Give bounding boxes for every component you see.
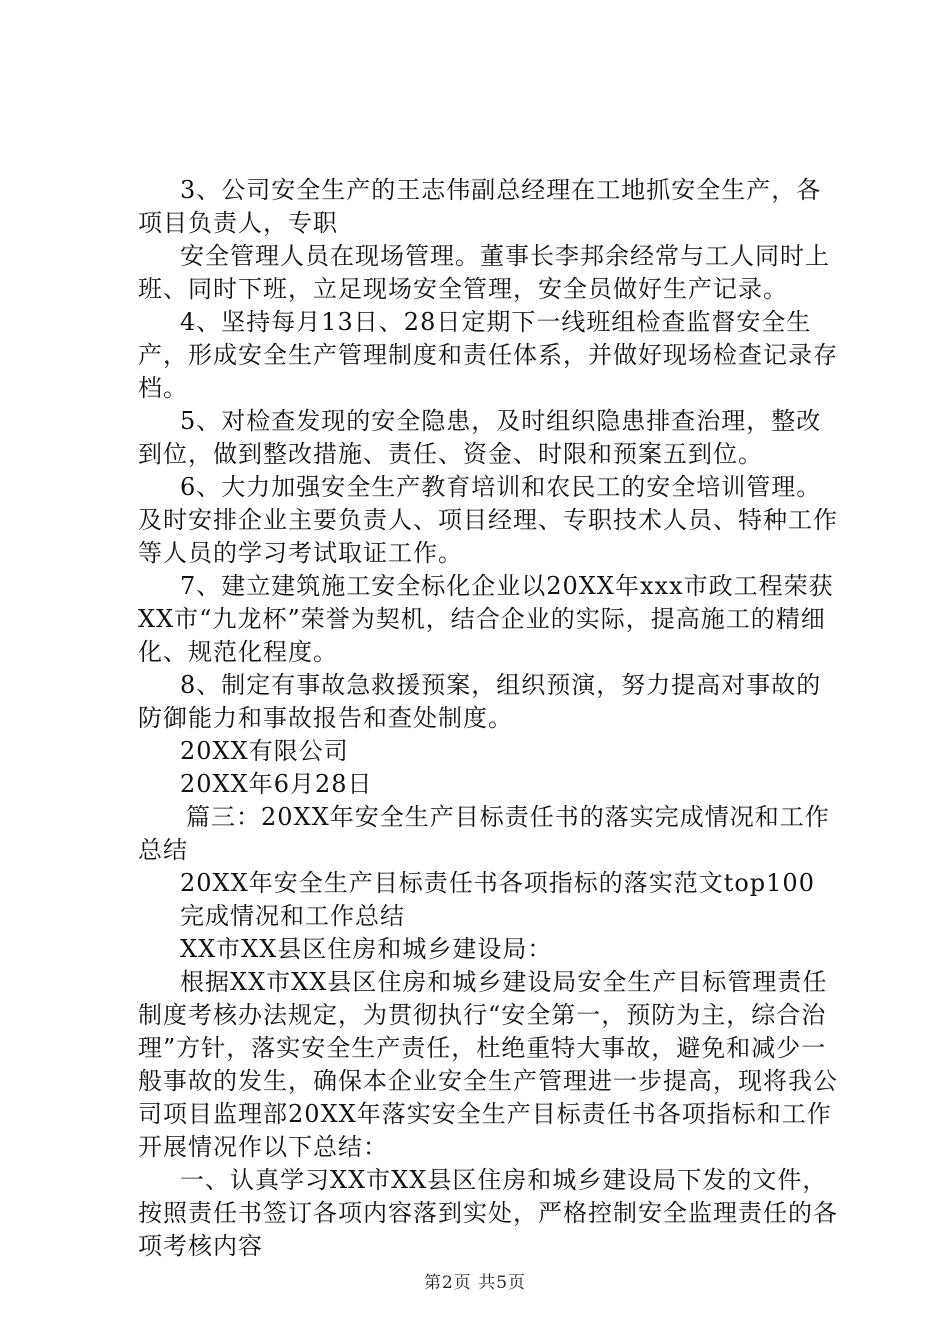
document-body <box>138 174 838 1263</box>
paragraph-intro: 根据XX市XX县区住房和城乡建设局安全生产目标管理责任制度考核办法规定，为贯彻执行“安全第一，预防为主，综合治理”方针，落实安全生产责任，杜绝重特大事故，避免和减少一般事故的发生，确保本企业安全生产管理进一步提高，现将我公司项目监理部20XX年落实安全生产目标责任书各项指标和工作开展情况作以下总结： <box>138 968 838 1161</box>
paragraph-item-7: 7、建立建筑施工安全标化企业以20XX年xxx市政工程荣获XX市“九龙杯”荣誉为契机，结合企业的实际，提高施工的精细化、规范化程度。 <box>138 572 834 666</box>
section-title-line-2: 完成情况和工作总结 <box>180 902 405 930</box>
paragraph-item-6: 6、大力加强安全生产教育培训和农民工的安全培训管理。及时安排企业主要负责人、项目经理、专职技术人员、特种工作等人员的学习考试取证工作。 <box>138 473 838 567</box>
signature-date: 20XX年6月28日 <box>180 770 373 798</box>
section-heading: 篇三：20XX年安全生产目标责任书的落实完成情况和工作总结 <box>138 803 830 864</box>
section-title-line-1: 20XX年安全生产目标责任书各项指标的落实范文top100 <box>180 869 815 897</box>
paragraph-point-1: 一、认真学习XX市XX县区住房和城乡建设局下发的文件，按照责任书签订各项内容落到实处，严格控制安全监理责任的各项考核内容 <box>138 1166 838 1260</box>
paragraph-item-5: 5、对检查发现的安全隐患，及时组织隐患排查治理，整改到位，做到整改措施、责任、资金、时限和预案五到位。 <box>138 407 822 468</box>
page-footer: 第2页 共5页 <box>423 1273 527 1293</box>
paragraph-item-4: 4、坚持每月13日、28日定期下一线班组检查监督安全生产，形成安全生产管理制度和责任体系，并做好现场检查记录存档。 <box>138 308 838 402</box>
paragraph-item-3: 3、公司安全生产的王志伟副总经理在工地抓安全生产，各项目负责人，专职 <box>138 176 822 237</box>
company-signature: 20XX有限公司 <box>180 737 349 765</box>
paragraph-safety-staff: 安全管理人员在现场管理。董事长李邦余经常与工人同时上班、同时下班，立足现场安全管理，安全员做好生产记录。 <box>138 242 830 303</box>
paragraph-item-8: 8、制定有事故急救援预案，组织预演，努力提高对事故的防御能力和事故报告和查处制度。 <box>138 671 822 732</box>
addressee: XX市XX县区住房和城乡建设局： <box>180 935 553 963</box>
